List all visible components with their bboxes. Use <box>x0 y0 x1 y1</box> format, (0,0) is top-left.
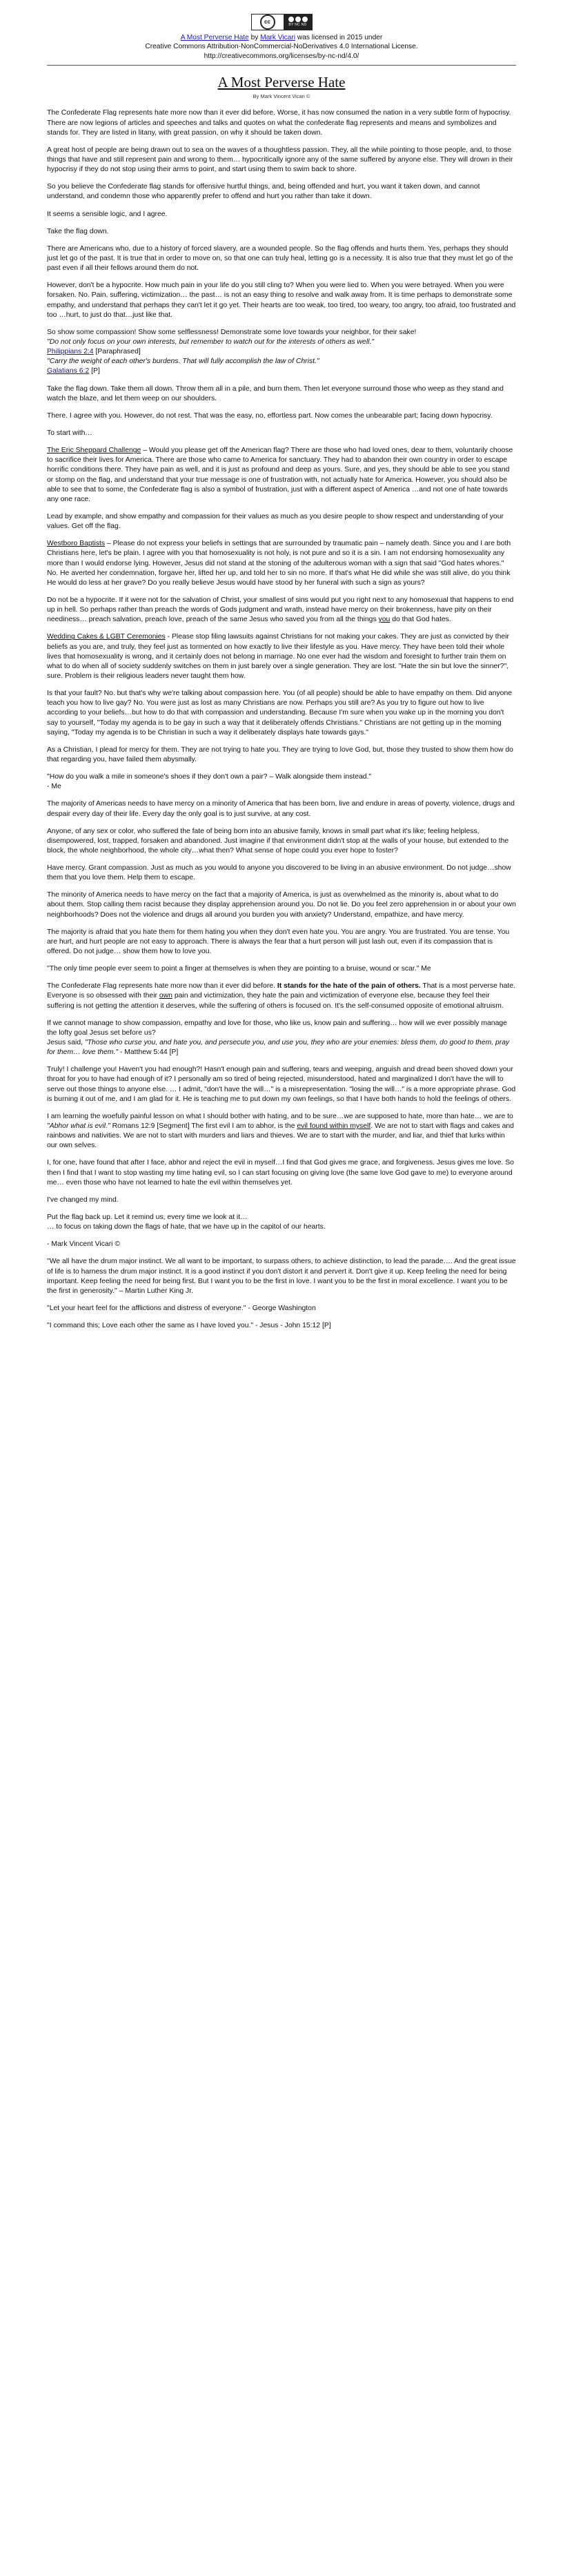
paragraph: The minority of America needs to have mercy on the fact that a majority of America, is just as overwhelmed as the minority is, about what to do about them. Stop calling them racist because they display apprehension around you. Do not lie. Do you feel zero apprehension in or about your own neighborhoods? Does not the violence and drugs all around you burden you with anxiety? Understand, empathize, and have mercy. <box>47 891 516 919</box>
section-lead: Westboro Baptists <box>47 540 106 548</box>
paragraph: The majority of Americas needs to have mercy on a minority of America that has been born, live and endure in areas of poverty, violence, drugs and despair every day of their life. Every day the only goal is to just survive, at any cost. <box>47 800 515 818</box>
paragraph: Lead by example, and show empathy and compassion for their values as much as you desire people to show respect and understanding of your values. Get off the flag. <box>47 512 504 531</box>
paragraph: Is that your fault? No. but that's why we're talking about compassion here. You (of all people) should be able to have empathy on them. Did anyone teach you how to live gay? No. You were just as lost as many Christians are now. Perhaps you still are? As you try to figure out how to live according to your beliefs…but how to do that with compassion and understanding. Because I'm sure when you wake up in the morning you don't say to yourself, "Today my agenda is to be gay in such a way that it deliberately offends Christians." Christians are not getting up in the morning saying, "Today my agenda is to be Christian in such a way it deliberately displays hate towards gays." <box>47 690 513 736</box>
paragraph: Put the flag back up. Let it remind us, every time we look at it… … to focus on taking down the flags of hate, that we have up in the capitol of our hearts. <box>47 1213 326 1231</box>
divider <box>47 65 516 66</box>
paragraph: There are Americans who, due to a history of forced slavery, are a wounded people. So the flag offends and hurts them. Yes, perhaps they should just let go of the past. It is true that in order to move on, so that one can truly heal, letting go is a necessity. It is also true that they must let go of the past even if all their fellows around them do not. <box>47 244 513 273</box>
closing-quote: "We all have the drum major instinct. We all want to be important, to surpass others, to achieve distinction, to lead the parade…. And the great issue of life is to harness the drum major instinct. It is a good instinct if you don't distort it and pervert it. Don't give it up. Keep feeling the need for being important. Keep feeling the need for being first. But I want you to be the first in love. I want you to be the first in moral excellence. I want you to be the first in generosity." – Martin Luther King Jr. <box>47 1258 516 1295</box>
quote-paragraph: "The only time people ever seem to point a finger at themselves is when they are pointing to a bruise, wound or scar." Me <box>47 965 431 973</box>
paragraph: So you believe the Confederate flag stands for offensive hurtful things, and, being offended and hurt, you want it taken down, and cannot understand, and condemn those who apparently prefer to offend and hurt you rather than take it down. <box>47 183 480 201</box>
section-lead: The Eric Sheppard Challenge <box>47 447 141 455</box>
paragraph: Truly! I challenge you! Haven't you had enough?! Hasn't enough pain and suffering, tears and weeping, anguish and dread been shoved down your throat for you to have had enough of it? I personally am so tired of being rejected, misunderstood, hated and marginalized I don't have the will to serve out those things to anyone else. … I admit, "don't have the will…" is a misrepresentation. "losing the will…" is a more appropriate phrase. God is burning it out of me, and I am glad for it. He is teaching me to put down my own feelings, so that I have both hands to hold the feelings of others. <box>47 1066 516 1103</box>
closing-quote: "I command this; Love each other the same as I have loved you." - Jesus - John 15:12 [P] <box>47 1322 331 1330</box>
paragraph: A great host of people are being drawn out to sea on the waves of a thoughtless passion. They, all the while pointing to those people, and, to those things that have and still represent pain and wrong to them… hypocritically ignore any of the same suffered by anyone else. They will drown in their hypocrisy if they do not stop using their arms to point, and start using them to swim back to shore. <box>47 146 513 174</box>
closing-quote: "Let your heart feel for the afflictions and distress of everyone." - George Washington <box>47 1304 316 1312</box>
paragraph: Take the flag down. <box>47 227 109 235</box>
scripture-link[interactable]: Philippians 2:4 <box>47 348 94 356</box>
paragraph: I've changed my mind. <box>47 1196 119 1204</box>
paragraph: Take the flag down. Take them all down. Throw them all in a pile, and burn them. Then let everyone surround those who weep as they stand and watch the blaze, and let them weep on our shoulders. <box>47 384 504 402</box>
license-block <box>47 14 516 61</box>
paragraph: It seems a sensible logic, and I agree. <box>47 210 168 218</box>
paragraph: The majority is afraid that you hate them for them hating you when they don't even hate you. You are angry. You are frustrated. You are tense. You are hurt, and hurt people are not easy to approach. There is always the fear that a hurt person will just lash out, even if its compassion that is offered. Do not judge… show them how to love you. <box>47 928 510 956</box>
paragraph: To start with… <box>47 429 92 437</box>
paragraph: There. I agree with you. However, do not rest. That was the easy, no, effortless part. Now comes the unbearable part; facing down hypocrisy. <box>47 411 493 420</box>
cc-logo-icon: cc <box>260 14 275 30</box>
license-url[interactable]: http://creativecommons.org/licenses/by-nc-nd/4.0/ <box>204 52 359 60</box>
paragraph: As a Christian, I plead for mercy for them. They are not trying to hate you. They are trying to love God, but, those they trusted to show them how do that regarding you, have failed them abysmally. <box>47 745 513 763</box>
cc-nd-icon <box>302 17 308 22</box>
paragraph: Have mercy. Grant compassion. Just as much as you would to anyone you discovered to be living in an abusive environment. Do not judge…show them that you love them. Help them to escape. <box>47 864 511 882</box>
license-line-2: Creative Commons Attribution-NonCommercial-NoDerivatives 4.0 International License. <box>145 43 418 51</box>
license-line-1: A Most Perverse Hate by Mark Vicari was licensed in 2015 under <box>180 34 383 41</box>
work-title-link[interactable]: A Most Perverse Hate <box>180 34 249 41</box>
paragraph: The Confederate Flag represents hate more now than it ever did before. It stands for the hate of the pain of others. That is a most perverse hate. Everyone is so obsessed with their own pain and victimization, they hate the pain and victimization of everyone else, because they feel their suffering is not getting the attention it deserves, while the suffering of others is focused on. It's the self-consumed opposite of emotional altruism. <box>47 982 515 1010</box>
byline: By Mark Vincent Vicari © <box>253 93 310 100</box>
quote-paragraph: "How do you walk a mile in someone's shoes if they don't own a pair? – Walk alongside them instead." - Me <box>47 773 372 791</box>
document-title: A Most Perverse Hate <box>217 73 346 90</box>
paragraph: Do not be a hypocrite. If it were not for the salvation of Christ, your smallest of sins would put you right next to any homosexual that happens to end up in hell. So perhaps rather than preach the words of Gods judgment and wrath, instead have mercy on their brokenness, have pity on their neediness… preach salvation, preach love, preach of the same Jesus who saved you from all the things you do that God hates. <box>47 596 514 624</box>
scripture-quote: "Do not only focus on your own interests, but remember to watch out for the interests of others as well." <box>47 338 375 347</box>
document-page <box>47 0 516 1331</box>
section-lead: Wedding Cakes & LGBT Ceremonies <box>47 633 166 641</box>
paragraph: I am learning the woefully painful lesson on what I should bother with hating, and to be sure…we are supposed to hate, more than hate… we are to "Abhor what is evil." Romans 12:9 [Segment] The first evil I am to abhor, is the evil found within myself. We are not to start with flags and cakes and rainbows and nativities. We are not to start with murders and liars and thieves. We are to start with the murder, and liar, and thief that lurks within our own selves. <box>47 1112 514 1150</box>
cc-badge-text: BY NC ND <box>288 23 307 28</box>
scripture-quote: "Carry the weight of each other's burdens. That will fully accomplish the law of Christ." <box>47 358 319 366</box>
scripture-link[interactable]: Galatians 6:2 <box>47 367 90 375</box>
paragraph: The Confederate Flag represents hate more now than it ever did before. Worse, it has now consumed the nation in a very subtle form of hypocrisy. There are now legions of articles and speeches and talks and quotes on what the confederate flag represents and means and symbolizes and stands for. They are listed in litany, with great passion, on why it should be taken down. <box>47 109 511 137</box>
paragraph: I, for one, have found that after I face, abhor and reject the evil in myself…I find that God gives me grace, and forgiveness. Jesus gives me love. So then I find that I want to stop wasting my time hating evil, so I can start focusing on giving love (the same love God gave to me) to everyone around me… even those who have not learned to hate the evil within themselves yet. <box>47 1159 514 1187</box>
paragraph: However, don't be a hypocrite. How much pain in your life do you still cling to? When you were lied to. When you were betrayed. When you were forsaken. No. Pain, suffering, victimization… the past… is not an easy thing to resolve and walk away from. It is time perhaps to demonstrate some empathy, and understand that perhaps they can't let it go yet. Their hearts are too weak, too tired, too weary, too angry, too afraid, too frustrated and too …hurt, to just do that…just like that. <box>47 282 516 319</box>
paragraph-wedding-cakes: Wedding Cakes & LGBT Ceremonies - Please stop filing lawsuits against Christians for not making your cakes. They are just as convicted by their beliefs as you are, and truly, they feel just as tormented on how exactly to live their lifestyle as you. Have mercy. They have been told their whole lives that homosexuality is wrong, and it certainly does not belong in marriage. No one ever had the wisdom and foresight to further train them on what to do when all of society suddenly switches on them in just barely over a single generation. They are lost. "Hate the sin but love the sinner?", sure. Problem is their religious leaders never taught them how. <box>47 633 509 680</box>
cc-nc-icon <box>295 17 301 22</box>
paragraph-with-scripture: So show some compassion! Show some selflessness! Demonstrate some love towards your neighbor, for their sake! "Do not only focus on your own interests, but remember to watch out for the interests of others as well." Philippians 2:4 [Paraphrased] "Carry the weight of each other's burdens. That will fully accomplish the law of Christ." Galatians 6:2 [P] <box>47 328 417 375</box>
paragraph: If we cannot manage to show compassion, empathy and love for those, who like us, know pain and suffering… how will we ever possibly manage the lofty goal Jesus set before us? Jesus said, "Those who curse you, and hate you, and persecute you, and use you, they who are your enemies: bless them, do good to them, pray for them… love them." - Matthew 5:44 [P] <box>47 1019 510 1057</box>
paragraph-eric-sheppard: The Eric Sheppard Challenge – Would you please get off the American flag? There are those who had loved ones, dear to them, voluntarily choose to sacrifice their lives for America. There are those who came to America for sanctuary. They had to abandon their own country in order to escape horrific conditions there. They have pain as well, and it is just as profound and deep as yours. Sure, and yes, they should be able to see you stand or stomp on the flag, and understand that your true message is one of frustration with, not actually hate for America. However, you should also be able to see that to some, the Confederate flag is also a symbol of frustration, just with a different aspect of America …and not one of hate towards any one race. <box>47 447 513 503</box>
signature: - Mark Vincent Vicari © <box>47 1240 121 1249</box>
cc-by-icon <box>288 17 294 22</box>
paragraph: Anyone, of any sex or color, who suffered the fate of being born into an abusive family, knows in small part what it's like; feeling helpless, disempowered, lost, trapped, forsaken and abandoned. Just imagine if that environment didn't stop at the walls of your house, but extended to the block, the whole neighborhood, the whole city…what then? What sense of hope could you ever hope to foster? <box>47 827 509 855</box>
paragraph-westboro: Westboro Baptists – Please do not express your beliefs in settings that are surrounded by traumatic pain – namely death. Since you and I are both Christians here, let's be plain. I agree with you that homosexuality is not holy, is not pure and so it is a sin. I am not endorsing homosexuality any more than I would endorse lying. However, Jesus did not stand at the stoning of the adulterous woman with a sign that said "God hates whores." No. He averted her condemnation, forgave her, lifted her up, and told her to sin no more. If that's what He did while she was still alive, do you think He would do less at her grave? Do you really believe Jesus would have stood by her funeral with such a sign as yours? <box>47 540 511 587</box>
author-link[interactable]: Mark Vicari <box>260 34 295 41</box>
cc-license-badge[interactable] <box>251 14 313 30</box>
